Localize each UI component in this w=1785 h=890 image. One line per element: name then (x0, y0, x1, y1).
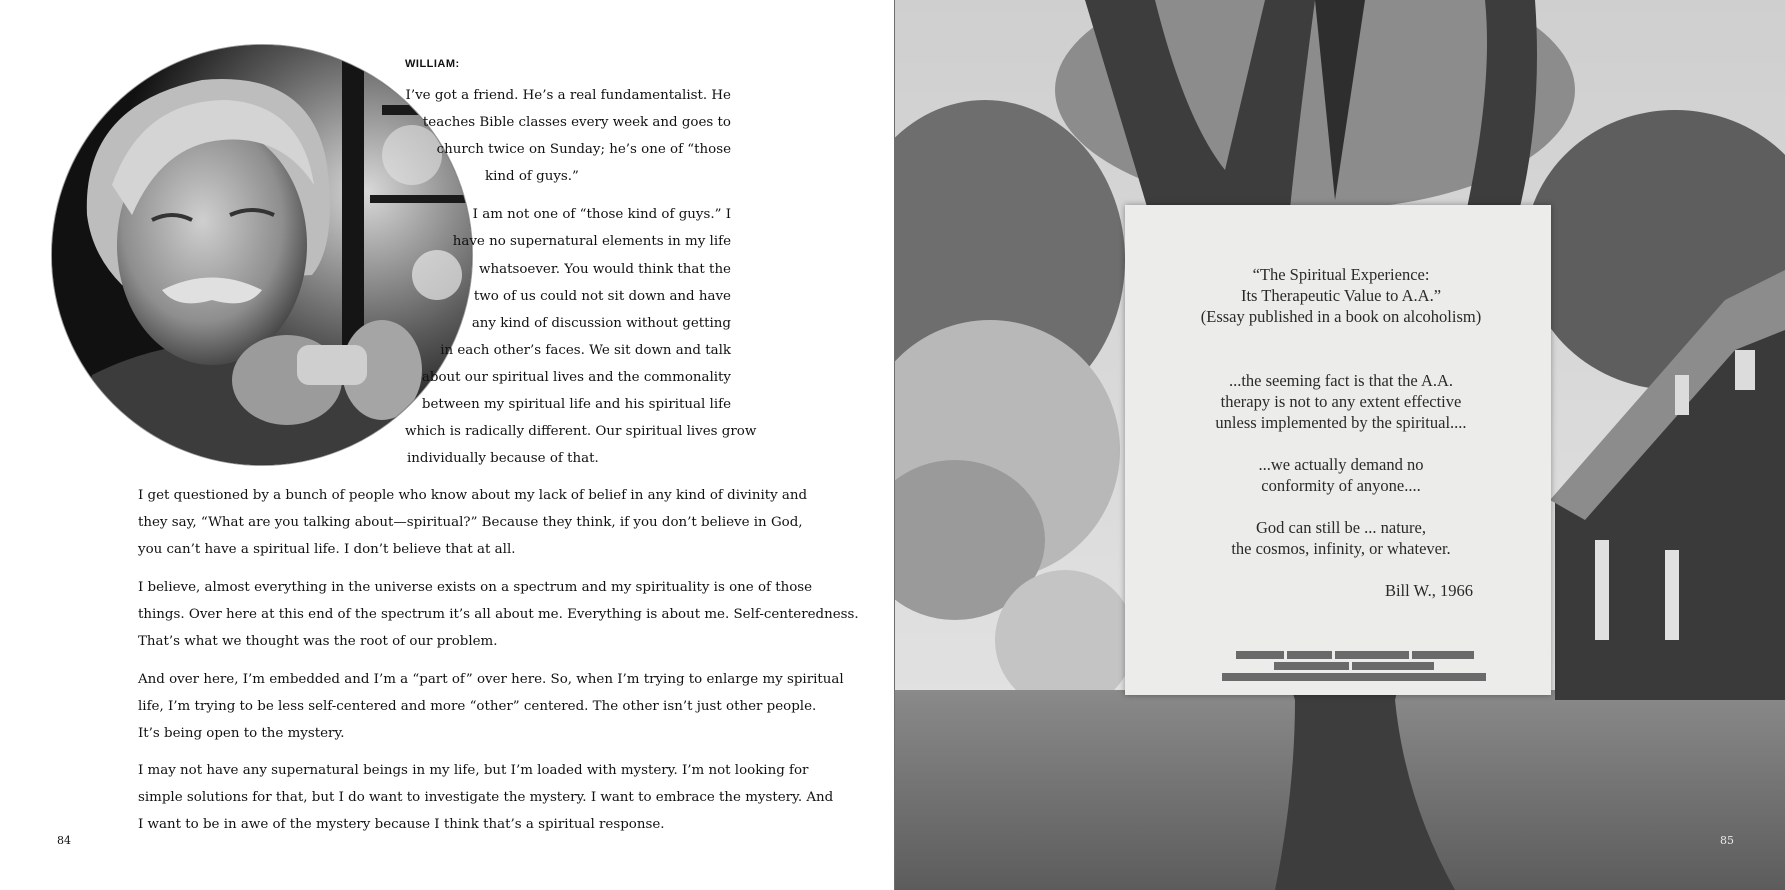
brick (1274, 662, 1349, 670)
page-number-right: 85 (1720, 834, 1734, 847)
text-line: I’ve got a friend. He’s a real fundamentalist. He (405, 88, 731, 103)
text-line: in each other’s faces. We sit down and talk (440, 343, 731, 358)
quote-line: ...the seeming fact is that the A.A. (1228, 371, 1454, 390)
text-line: which is radically different. Our spiritual lives grow (405, 424, 757, 439)
text-line: I am not one of “those kind of guys.” I (472, 207, 731, 222)
quote-title-line: (Essay published in a book on alcoholism) (1200, 307, 1482, 326)
text-line: they say, “What are you talking about—spiritual?” Because they think, if you don’t believe in God, (138, 515, 803, 530)
quote-attribution: Bill W., 1966 (1384, 581, 1473, 600)
text-line: teaches Bible classes every week and goes to (422, 115, 731, 130)
text-line: you can’t have a spiritual life. I don’t believe that at all. (138, 542, 516, 557)
brick (1222, 673, 1486, 681)
quote-line: conformity of anyone.... (1261, 476, 1421, 495)
quote-line: unless implemented by the spiritual.... (1215, 413, 1467, 432)
text-line: That’s what we thought was the root of our problem. (138, 634, 498, 649)
brick (1236, 651, 1284, 659)
quote-line: ...we actually demand no (1258, 455, 1424, 474)
text-line: I believe, almost everything in the universe exists on a spectrum and my spirituality is one of those (138, 580, 813, 595)
text-line: whatsoever. You would think that the (479, 262, 731, 277)
quote-line: therapy is not to any extent effective (1220, 392, 1462, 411)
brick (1412, 651, 1474, 659)
text-line: kind of guys.” (485, 169, 579, 184)
text-line: individually because of that. (407, 451, 599, 466)
quote-line: God can still be ... nature, (1256, 518, 1426, 537)
text-line: simple solutions for that, but I do want to investigate the mystery. I want to embrace the mystery. And (138, 790, 834, 805)
text-line: two of us could not sit down and have (473, 289, 731, 304)
quote-line: the cosmos, infinity, or whatever. (1231, 539, 1451, 558)
text-line: between my spiritual life and his spiritual life (421, 397, 731, 412)
page-number-left: 84 (57, 834, 71, 847)
speaker-label: WILLIAM: (405, 58, 460, 70)
brick (1335, 651, 1409, 659)
text-line: I may not have any supernatural beings in my life, but I’m loaded with mystery. I’m not looking for (138, 763, 809, 778)
text-line: things. Over here at this end of the spectrum it’s all about me. Everything is about me. Self-centeredness. (138, 607, 859, 622)
text-line: church twice on Sunday; he’s one of “those (436, 142, 731, 157)
text-line: It’s being open to the mystery. (138, 726, 345, 741)
text-line: have no supernatural elements in my life (452, 234, 731, 249)
text-line: any kind of discussion without getting (471, 316, 731, 331)
quote-title-line: Its Therapeutic Value to A.A.” (1240, 286, 1442, 305)
text-line: about our spiritual lives and the commonality (421, 370, 731, 385)
text-line: I want to be in awe of the mystery because I think that’s a spiritual response. (138, 817, 665, 832)
text-line: life, I’m trying to be less self-centered and more “other” centered. The other isn’t just other people. (138, 699, 817, 714)
text-line: I get questioned by a bunch of people who know about my lack of belief in any kind of divinity and (138, 488, 808, 503)
brick (1287, 651, 1332, 659)
quote-title-line: “The Spiritual Experience: (1252, 265, 1430, 284)
brick (1352, 662, 1434, 670)
text-line: And over here, I’m embedded and I’m a “part of” over here. So, when I’m trying to enlarge my spiritual (138, 672, 844, 687)
